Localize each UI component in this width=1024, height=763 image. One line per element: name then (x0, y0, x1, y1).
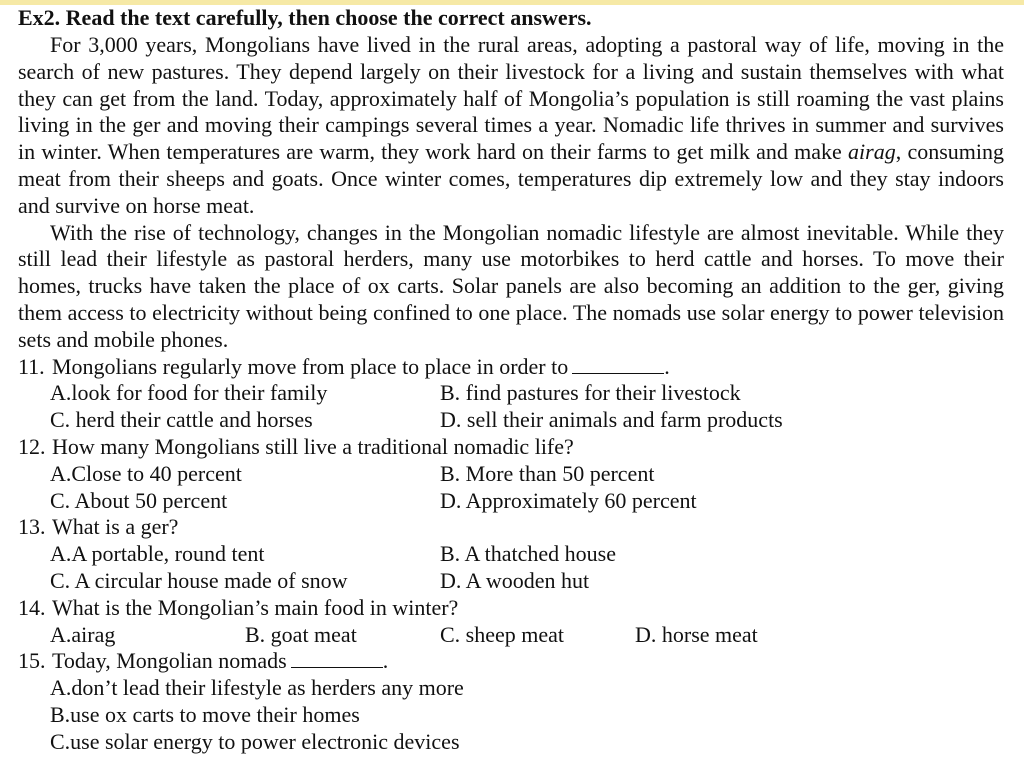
exercise-title: Ex2. Read the text carefully, then choose the correct answers. (18, 5, 592, 30)
question-13-options (18, 541, 1004, 595)
option-c[interactable]: C. A circular house made of snow (50, 567, 348, 593)
question-13 (18, 514, 1004, 541)
question-number: 15. (18, 648, 46, 674)
question-11-options (18, 380, 1004, 434)
question-15-options (18, 675, 1004, 755)
option-c[interactable]: C. About 50 percent (50, 487, 228, 513)
question-15 (18, 648, 1004, 675)
option-d[interactable]: D. Approximately 60 percent (440, 487, 697, 513)
question-12 (18, 434, 1004, 461)
option-c[interactable]: C. herd their cattle and horses (50, 407, 313, 433)
question-number: 14. (18, 594, 46, 620)
paragraph-1-text-b: , consuming meat from their sheeps and goats. Once winter comes, temperatures dip extremely low and they stay indoors and survive on horse meat. (18, 139, 1004, 218)
question-14 (18, 595, 1004, 622)
question-text (52, 648, 388, 675)
question-text: What is the Mongolian’s main food in winter? (52, 594, 459, 620)
option-a[interactable]: A.look for food for their family (50, 380, 328, 406)
option-b[interactable]: B. More than 50 percent (440, 460, 655, 486)
option-b[interactable]: B.use ox carts to move their homes (50, 701, 360, 727)
exercise-page (18, 5, 1004, 756)
question-stem: Today, Mongolian nomads (52, 648, 287, 674)
question-11 (18, 354, 1004, 381)
question-14-options (18, 622, 1004, 649)
question-number: 13. (18, 514, 46, 540)
option-b[interactable]: B. goat meat (245, 621, 357, 647)
option-c[interactable]: C. sheep meat (440, 621, 565, 647)
airag-term: airag (848, 139, 896, 165)
question-stem: Mongolians regularly move from place to place in order to (52, 353, 569, 379)
option-a[interactable]: A.Close to 40 percent (50, 460, 242, 486)
option-d[interactable]: D. horse meat (635, 621, 758, 647)
question-number: 11. (18, 353, 45, 379)
question-number: 12. (18, 433, 46, 459)
question-text (52, 354, 670, 381)
option-b[interactable]: B. A thatched house (440, 541, 616, 567)
option-a[interactable]: A.A portable, round tent (50, 541, 265, 567)
question-suffix: . (382, 648, 389, 674)
option-d[interactable]: D. A wooden hut (440, 567, 590, 593)
option-d[interactable]: D. sell their animals and farm products (440, 407, 783, 433)
option-b[interactable]: B. find pastures for their livestock (440, 380, 741, 406)
answer-blank[interactable] (572, 355, 664, 374)
option-a[interactable]: A.don’t lead their lifestyle as herders any more (50, 675, 464, 701)
question-text: How many Mongolians still live a traditional nomadic life? (52, 433, 574, 459)
option-c[interactable]: C.use solar energy to power electronic devices (50, 728, 460, 754)
option-a[interactable]: A.airag (50, 621, 116, 647)
reading-paragraph-2: With the rise of technology, changes in the Mongolian nomadic lifestyle are almost inevitable. While they still lead their lifestyle as pastoral herders, many use motorbikes to herd cattle and horses. To move their homes, trucks have taken the place of ox carts. Solar panels are also becoming an addition to the ger, giving them access to electricity without being confined to one place. The nomads use solar energy to power television sets and mobile phones. (18, 219, 1004, 352)
question-12-options (18, 461, 1004, 515)
paragraph-1-text-a: For 3,000 years, Mongolians have lived in the rural areas, adopting a pastoral way of life, moving in the search of new pastures. They depend largely on their livestock for a living and sustain themselves with what they can get from the land. Today, approximately half of Mongolia’s population is still roaming the vast plains living in the ger and moving their campings several times a year. Nomadic life thrives in summer and survives in winter. When temperatures are warm, they work hard on their farms to get milk and make (18, 32, 1004, 165)
answer-blank[interactable] (291, 649, 383, 668)
question-suffix: . (664, 353, 670, 379)
question-text: What is a ger? (52, 514, 179, 540)
reading-paragraph-1 (18, 32, 1004, 220)
